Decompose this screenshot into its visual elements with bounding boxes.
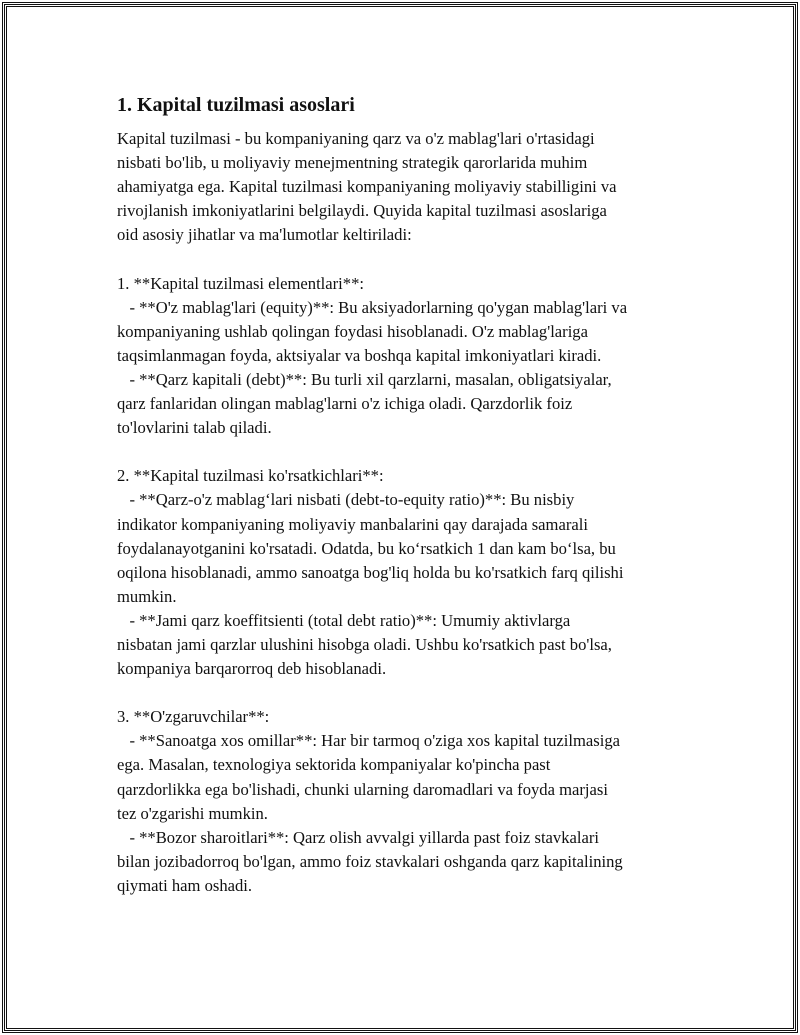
text-line: oqilona hisoblanadi, ammo sanoatga bog'liq holda bu ko'rsatkich farq qilishi — [117, 562, 624, 582]
section-elements — [117, 272, 697, 441]
text-line: ega. Masalan, texnologiya sektorida kompaniyalar ko'pincha past — [117, 755, 551, 775]
text-line: - **Qarz-o'z mablag‘lari nisbati (debt-to-equity ratio)**: Bu nisbiy — [117, 490, 575, 510]
text-line: - **Bozor sharoitlari**: Qarz olish avvalgi yillarda past foiz stavkalari — [117, 827, 599, 847]
section-heading: 2. **Kapital tuzilmasi ko'rsatkichlari**: — [117, 466, 384, 486]
text-line: foydalanayotganini ko'rsatadi. Odatda, bu ko‘rsatkich 1 dan kam bo‘lsa, bu — [117, 538, 616, 558]
text-line: - **Jami qarz koeffitsienti (total debt ratio)**: Umumiy aktivlarga — [117, 610, 571, 630]
text-line: to'lovlarini talab qiladi. — [117, 418, 272, 438]
text-line: ahamiyatga ega. Kapital tuzilmasi kompaniyaning moliyaviy stabilligini va — [117, 177, 617, 197]
section-indicators — [117, 464, 697, 681]
text-line: nisbatan jami qarzlar ulushini hisobga oladi. Ushbu ko'rsatkich past bo'lsa, — [117, 634, 612, 654]
text-line: indikator kompaniyaning moliyaviy manbalarini qay darajada samarali — [117, 514, 588, 534]
text-line: - **O'z mablag'lari (equity)**: Bu aksiyadorlarning qo'ygan mablag'lari va — [117, 297, 628, 317]
text-line: - **Sanoatga xos omillar**: Har bir tarmoq o'ziga xos kapital tuzilmasiga — [117, 731, 620, 751]
text-line: tez o'zgarishi mumkin. — [117, 803, 268, 823]
text-line: kompaniya barqarorroq deb hisoblanadi. — [117, 659, 387, 679]
text-line: Kapital tuzilmasi - bu kompaniyaning qarz va o'z mablag'lari o'rtasidagi — [117, 129, 595, 148]
section-heading: 1. **Kapital tuzilmasi elementlari**: — [117, 273, 364, 293]
text-line: rivojlanish imkoniyatlarini belgilaydi. Quyida kapital tuzilmasi asoslariga — [117, 201, 607, 221]
section-variables — [117, 705, 697, 898]
text-line: mumkin. — [117, 586, 177, 606]
text-line: qiymati ham oshadi. — [117, 875, 253, 895]
document-body — [117, 92, 697, 898]
text-line: - **Qarz kapitali (debt)**: Bu turli xil qarzlarni, masalan, obligatsiyalar, — [117, 369, 612, 389]
section-heading: 3. **O'zgaruvchilar**: — [117, 707, 270, 727]
text-line: qarz fanlaridan olingan mablag'larni o'z ichiga oladi. Qarzdorlik foiz — [117, 394, 573, 414]
text-line: qarzdorlikka ega bo'lishadi, chunki ularning daromadlari va foyda marjasi — [117, 779, 608, 799]
document-title: 1. Kapital tuzilmasi asoslari — [117, 94, 355, 116]
spacer — [117, 247, 697, 271]
text-line: kompaniyaning ushlab qolingan foydasi hisoblanadi. O'z mablag'lariga — [117, 321, 588, 341]
text-line: bilan jozibadorroq bo'lgan, ammo foiz stavkalari oshganda qarz kapitalining — [117, 851, 623, 871]
spacer — [117, 681, 697, 705]
text-line: oid asosiy jihatlar va ma'lumotlar keltiriladi: — [117, 225, 412, 245]
intro-paragraph — [117, 127, 697, 247]
spacer — [117, 440, 697, 464]
text-line: nisbati bo'lib, u moliyaviy menejmentning strategik qarorlarida muhim — [117, 153, 588, 173]
text-line: taqsimlanmagan foyda, aktsiyalar va boshqa kapital imkoniyatlari kiradi. — [117, 345, 602, 365]
